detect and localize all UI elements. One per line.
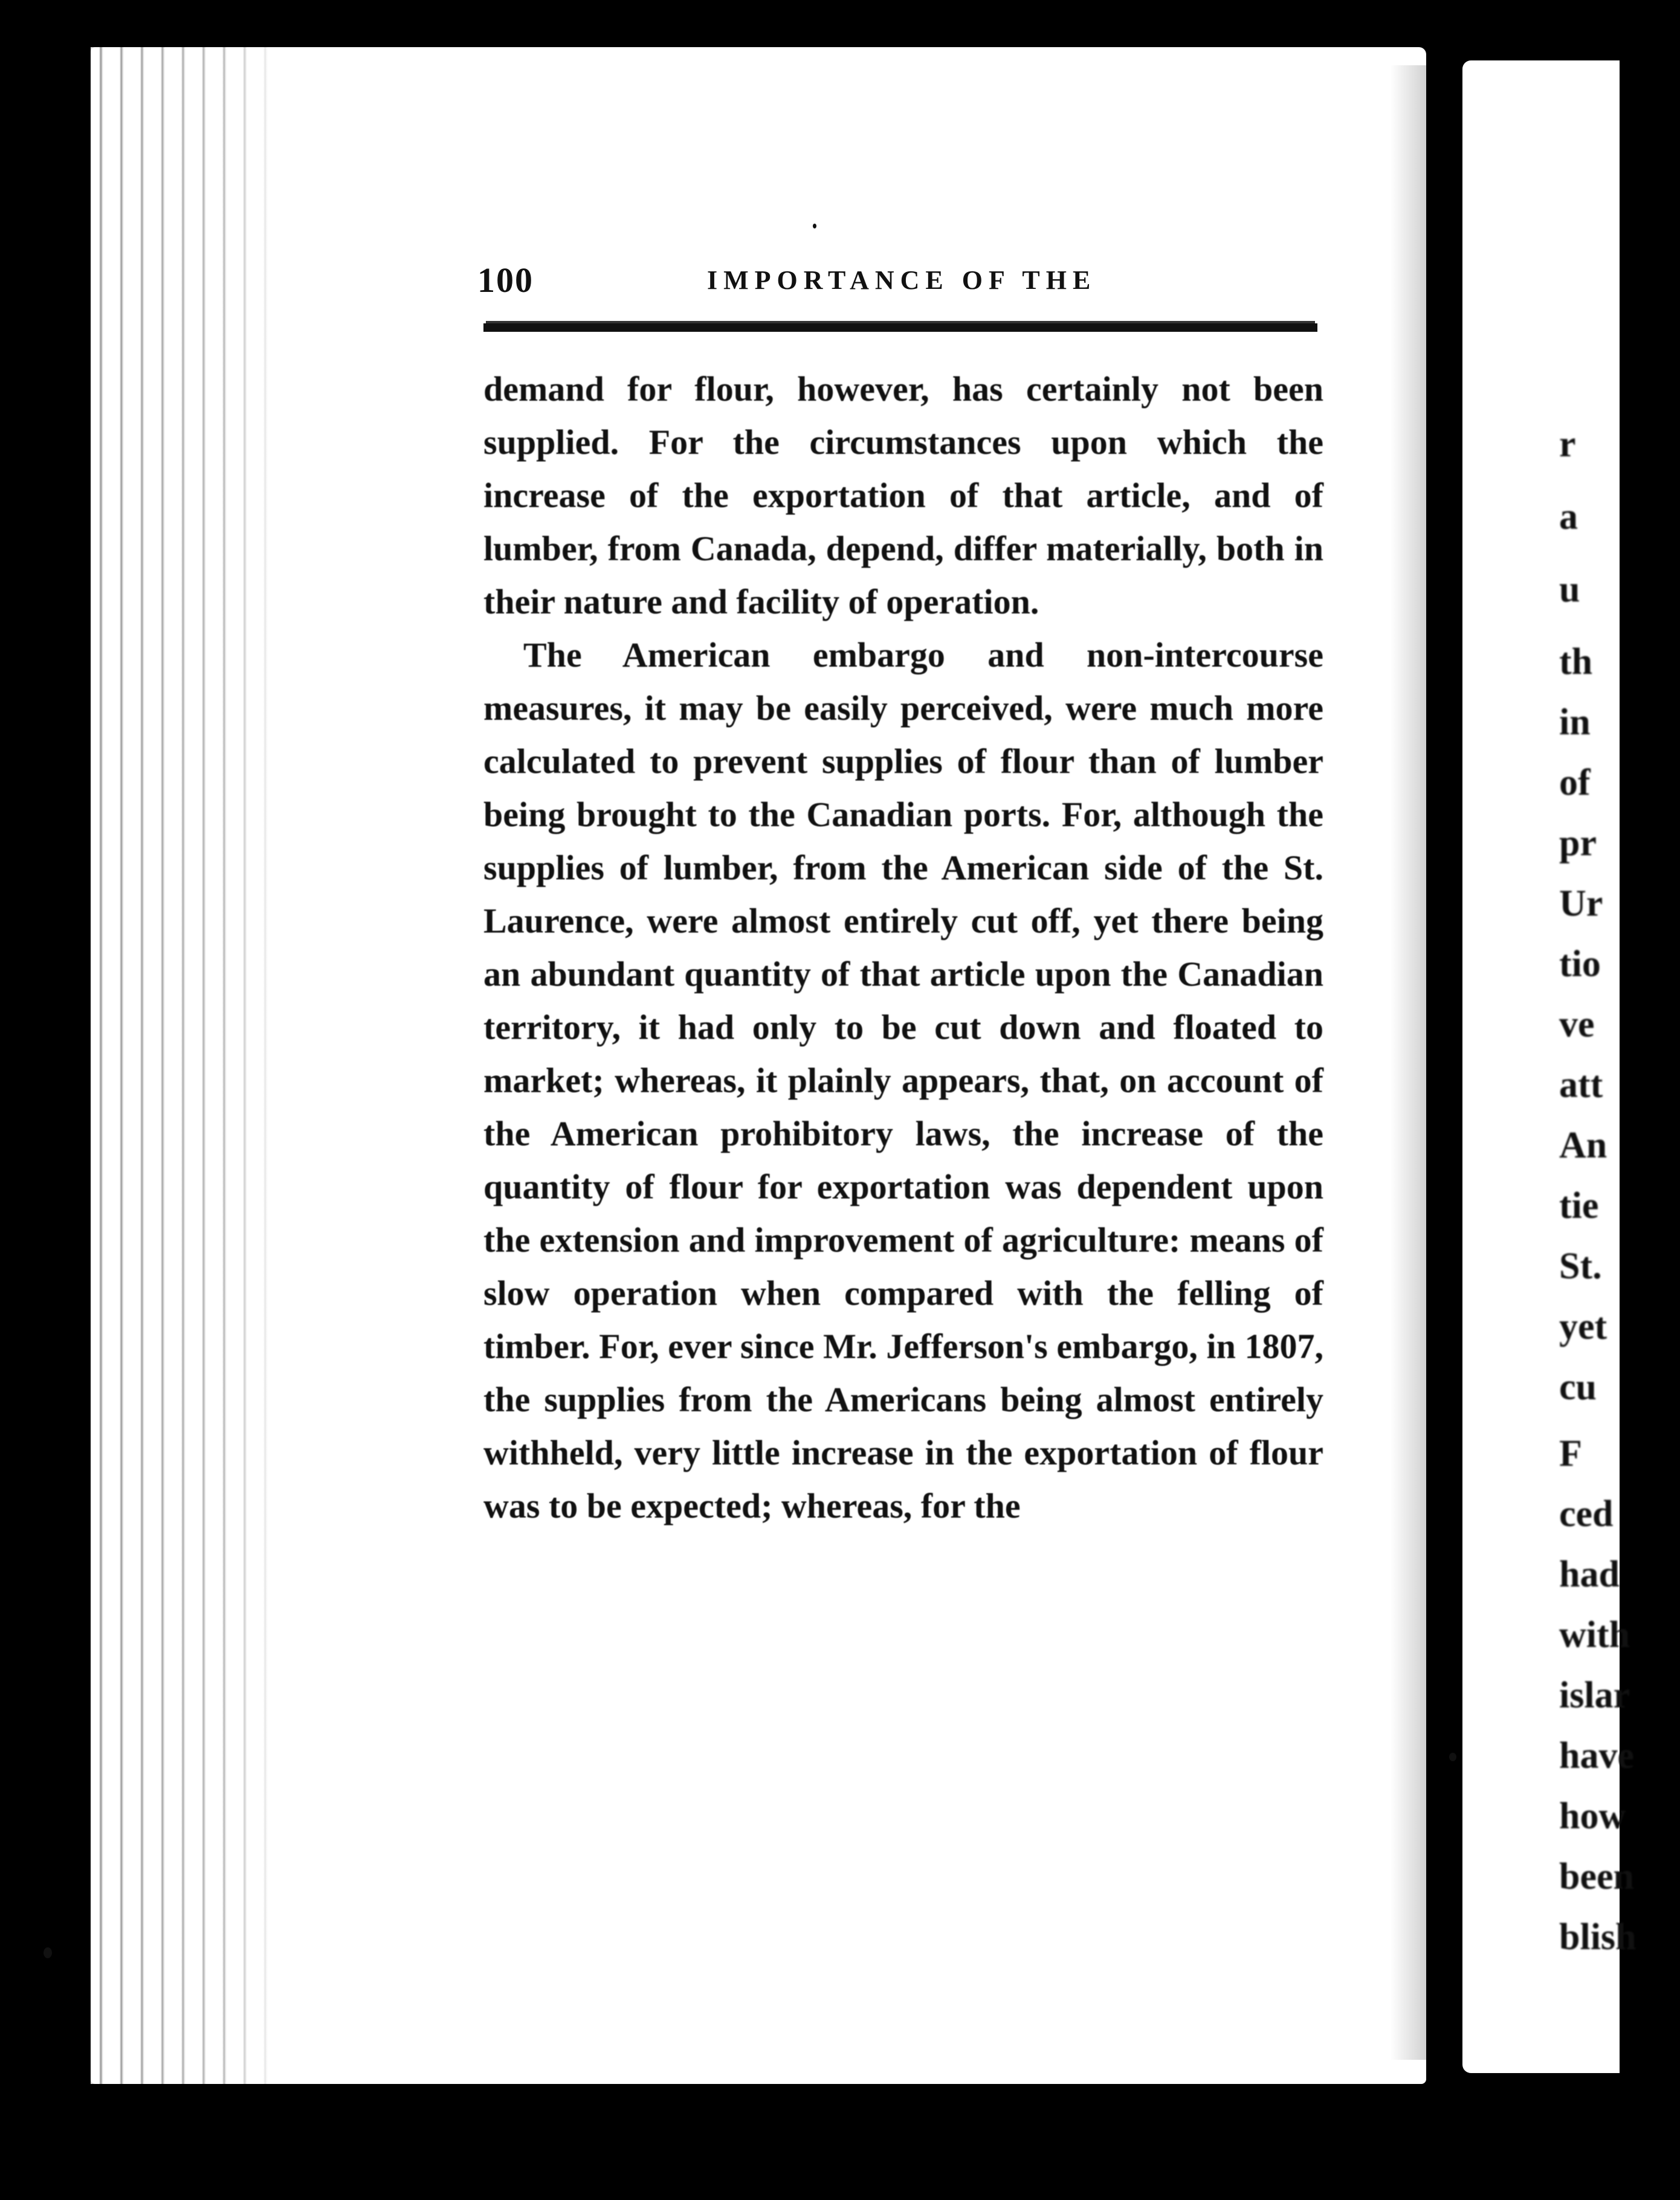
facing-line: tie — [1559, 1185, 1599, 1226]
facing-line: u — [1559, 569, 1580, 610]
facing-line: blish — [1559, 1917, 1636, 1958]
facing-line: tio — [1559, 943, 1601, 985]
facing-line: yet — [1559, 1306, 1607, 1347]
running-head: IMPORTANCE OF THE — [707, 265, 1097, 295]
paragraph: The American embargo and non-intercourse measures, it may be easily perceived, were much more calculated to prevent supplies of flour than of lumber being brought to the Canadian ports. For, although the supplies of lumber, from the American side of the St. Laurence, were almost entirely cut off, yet there being an abundant quantity of that article upon the Canadian territory, it had only to be cut down and floated to market; whereas, it plainly appears, that, on account of the American prohibitory laws, the increase of the quantity of flour for exportation was dependent upon the extension and improvement of agriculture: means of slow operation when compared with the felling of timber. For, ever since Mr. Jefferson's embargo, in 1807, the supplies from the Americans being almost entirely withheld, very little increase in the exportation of flour was to be expected; whereas, for the — [483, 635, 1323, 1525]
gutter-shadow — [1390, 65, 1426, 2060]
facing-line: with — [1559, 1614, 1630, 1655]
facing-line: th — [1559, 641, 1593, 682]
facing-line: r — [1559, 424, 1576, 465]
facing-line: St. — [1559, 1246, 1602, 1287]
facing-line: in — [1559, 702, 1591, 743]
facing-line: ced — [1559, 1493, 1614, 1535]
scan-speck — [813, 224, 816, 228]
header-rule — [483, 323, 1317, 332]
page-number: 100 — [477, 260, 534, 300]
paragraph: demand for flour, however, has certainly not been supplied. For the circumstances upon which the increase of the exportation of that article, and of lumber, from Canada, depend, differ materially, both in their nature and facility of operation. — [483, 369, 1323, 621]
facing-line: islar — [1559, 1675, 1630, 1716]
facing-line: An — [1559, 1125, 1607, 1166]
facing-line: have — [1559, 1735, 1634, 1776]
facing-line: had — [1559, 1554, 1620, 1595]
facing-line: F — [1559, 1433, 1582, 1474]
facing-line: been — [1559, 1856, 1634, 1897]
facing-line: ve — [1559, 1004, 1595, 1045]
facing-line: att — [1559, 1064, 1603, 1105]
facing-page — [1462, 60, 1636, 2073]
facing-line: Ur — [1559, 883, 1603, 924]
facing-line: cu — [1559, 1367, 1597, 1408]
facing-line: of — [1559, 762, 1591, 803]
body-text — [483, 363, 1323, 1533]
scan-speck — [44, 1947, 52, 1958]
facing-line: how — [1559, 1796, 1626, 1837]
page-edges — [91, 47, 284, 2084]
scan-speck — [1449, 1753, 1456, 1761]
facing-line: pr — [1559, 823, 1597, 864]
facing-line: a — [1559, 496, 1578, 537]
page-header — [477, 260, 1317, 308]
